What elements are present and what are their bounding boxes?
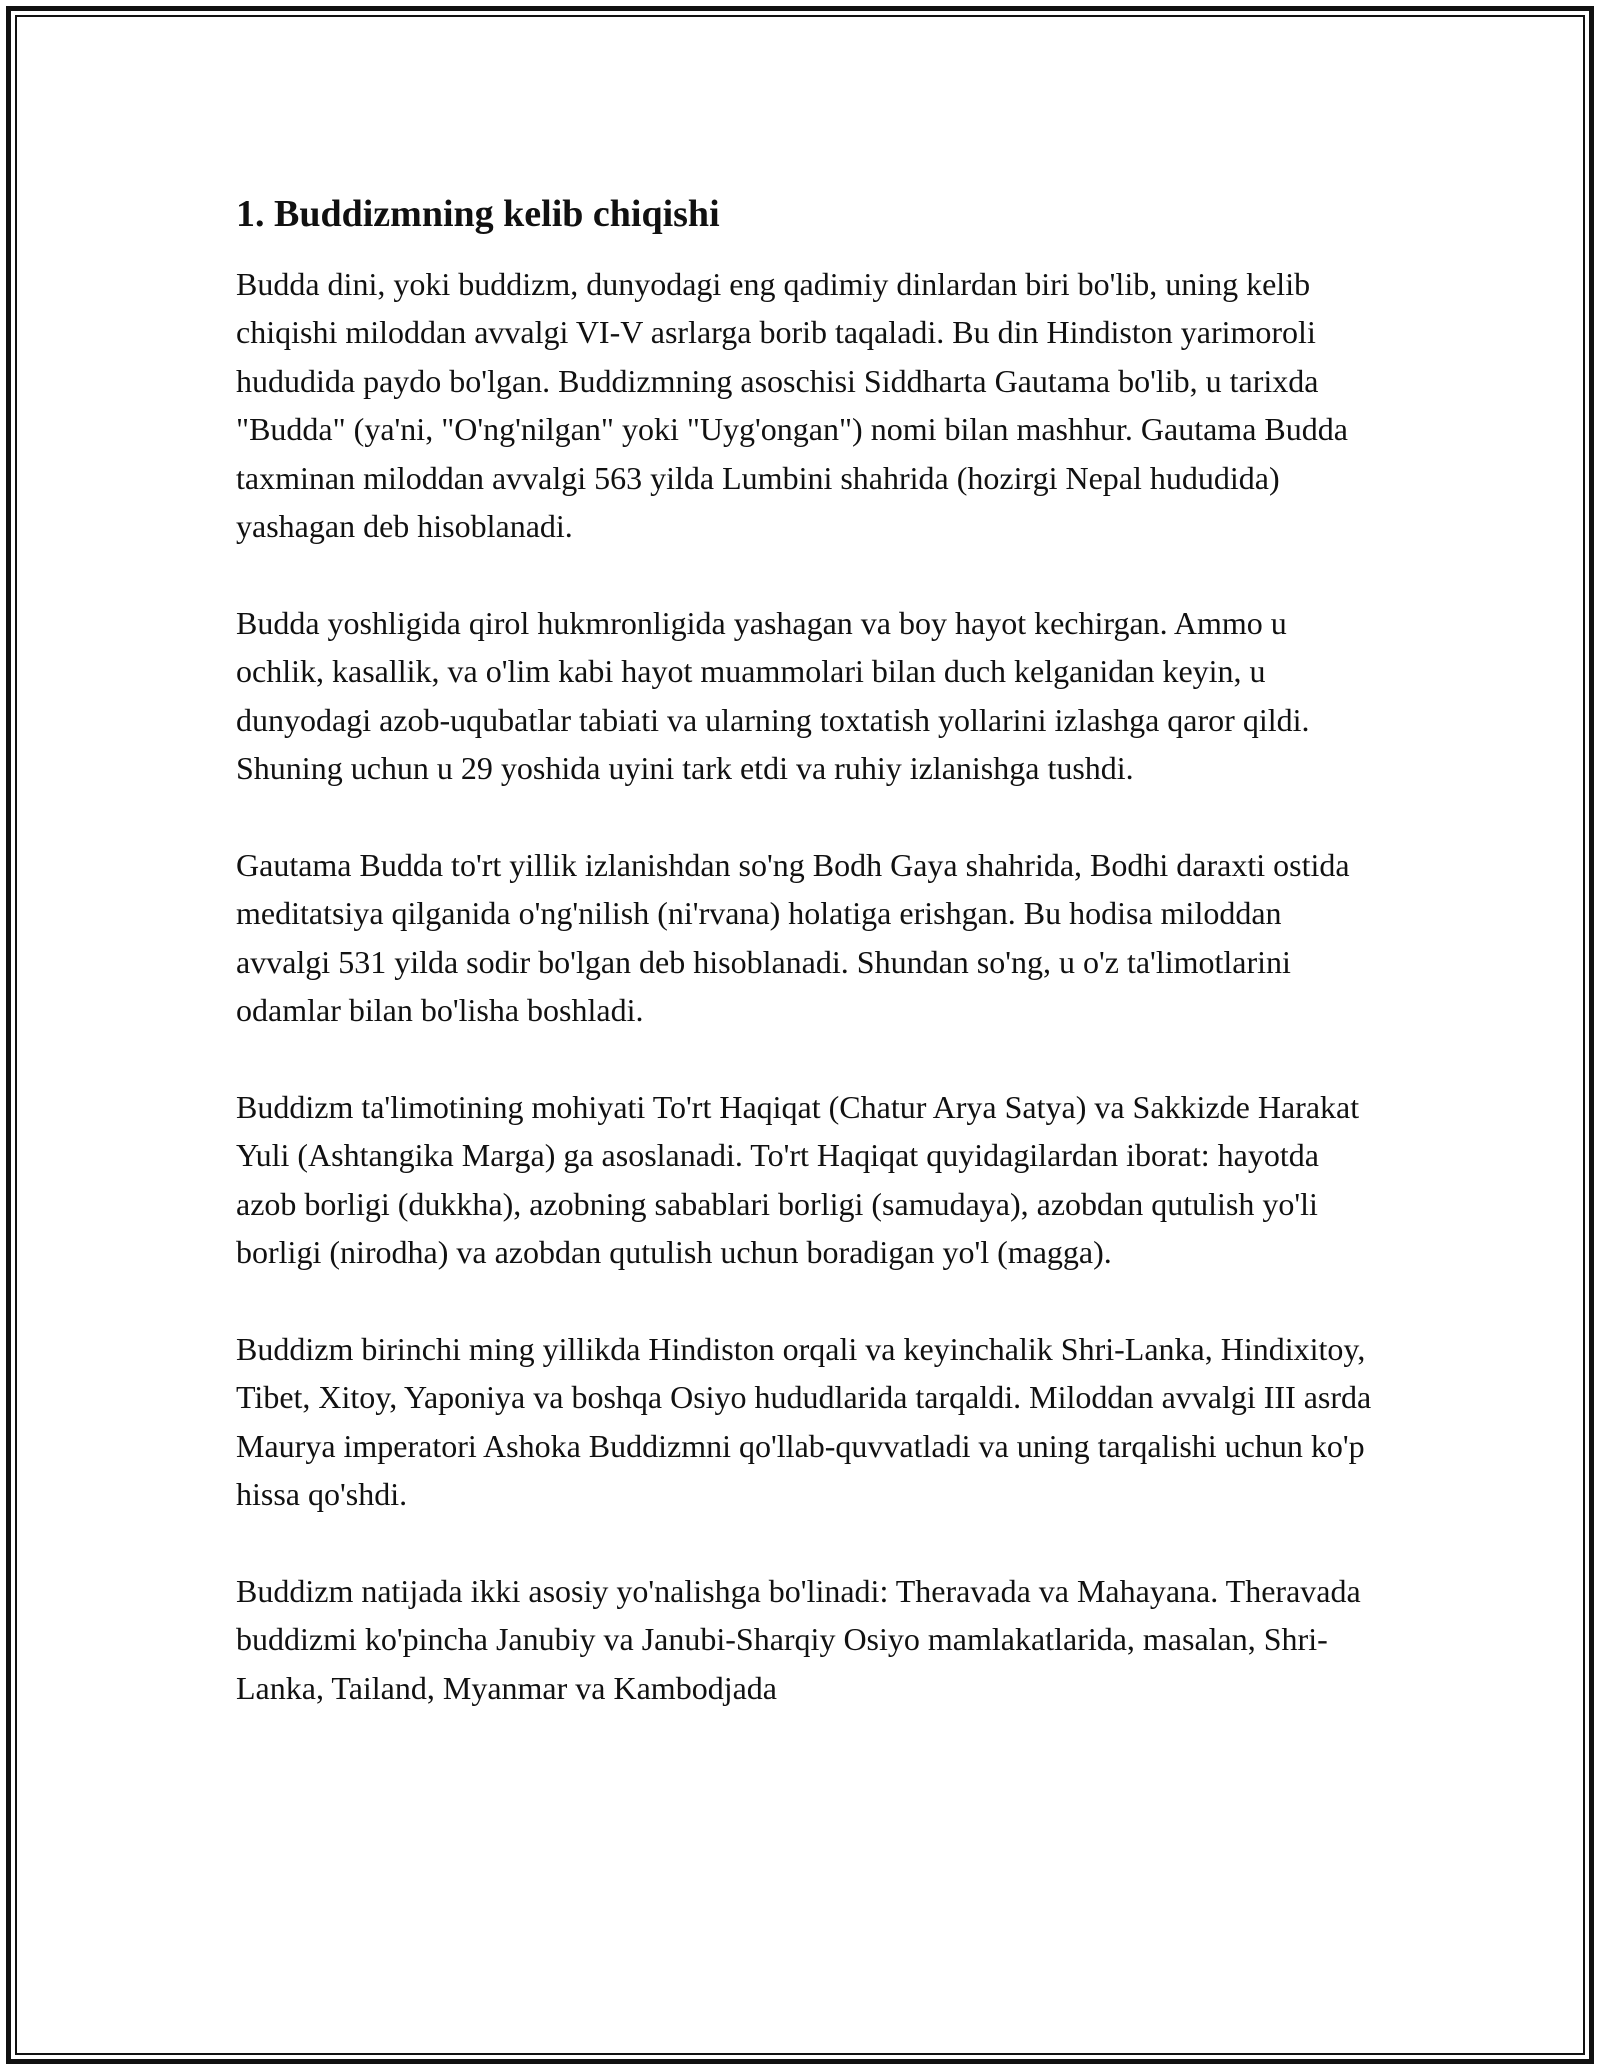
section-heading: 1. Buddizmning kelib chiqishi	[236, 193, 720, 235]
paragraph-spread: Buddizm birinchi ming yillikda Hindiston orqali va keyinchalik Shri-Lanka, Hindixitoy, Tibet, Xitoy, Yaponiya va boshqa Osiyo hududlarida tarqaldi. Miloddan avvalgi III asrda Maurya imperatori Ashoka Buddizmni qo'llab-quvvatladi va uning tarqalishi uchun ko'p hissa qo'shdi.	[236, 1330, 1372, 1513]
paragraph-origin: Budda dini, yoki buddizm, dunyodagi eng qadimiy dinlardan biri bo'lib, uning kelib chiqishi miloddan avvalgi VI-V asrlarga borib taqaladi. Bu din Hindiston yarimoroli hududida paydo bo'lgan. Buddizmning asoschisi Siddharta Gautama bo'lib, u tarixda "Budda" (ya'ni, "O'ng'nilgan" yoki "Uyg'ongan") nomi bilan mashhur. Gautama Budda taxminan miloddan avvalgi 563 yilda Lumbini shahrida (hozirgi Nepal hududida) yashagan deb hisoblanadi.	[236, 266, 1348, 545]
paragraph-enlightenment: Gautama Budda to'rt yillik izlanishdan so'ng Bodh Gaya shahrida, Bodhi daraxti ostida meditatsiya qilganida o'ng'nilish (ni'rvana) holatiga erishgan. Bu hodisa miloddan avvalgi 531 yilda sodir bo'lgan deb hisoblanadi. Shundan so'ng, u o'z ta'limotlarini odamlar bilan bo'lisha boshladi.	[236, 846, 1350, 1029]
paragraph-youth: Budda yoshligida qirol hukmronligida yashagan va boy hayot kechirgan. Ammo u ochlik, kasallik, va o'lim kabi hayot muammolari bilan duch kelganidan keyin, u dunyodagi azob-uqubatlar tabiati va ularning toxtatish yollarini izlashga qaror qildi. Shuning uchun u 29 yoshida uyini tark etdi va ruhiy izlanishga tushdi.	[236, 604, 1310, 787]
paragraph-branches: Buddizm natijada ikki asosiy yo'nalishga bo'linadi: Theravada va Mahayana. Theravada buddizmi ko'pincha Janubiy va Janubi-Sharqiy Osiyo mamlakatlarida, masalan, Shri-Lanka, Tailand, Myanmar va Kambodjada	[236, 1572, 1361, 1706]
document-body	[236, 188, 1376, 1712]
paragraph-four-truths: Buddizm ta'limotining mohiyati To'rt Haqiqat (Chatur Arya Satya) va Sakkizde Harakat Yuli (Ashtangika Marga) ga asoslanadi. To'rt Haqiqat quyidagilardan iborat: hayotda azob borligi (dukkha), azobning sabablari borligi (samudaya), azobdan qutulish yo'li borligi (nirodha) va azobdan qutulish uchun boradigan yo'l (magga).	[236, 1088, 1360, 1271]
